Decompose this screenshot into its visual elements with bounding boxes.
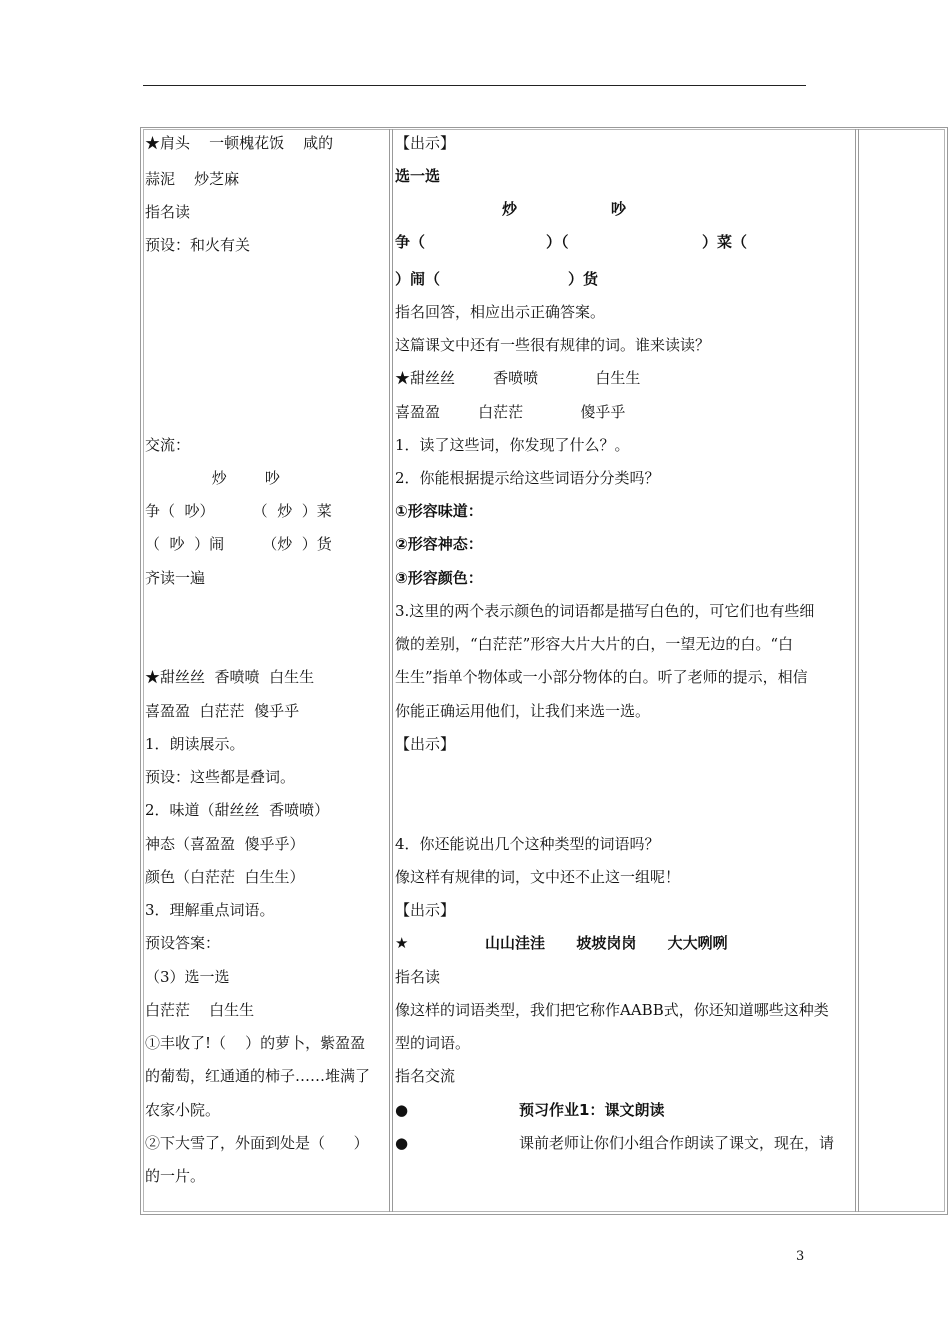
text-line: 吵 [611, 200, 627, 218]
bullet-icon: ● [395, 1101, 409, 1119]
text-line: 预设答案： [145, 934, 221, 952]
text-line: ③形容颜色： [395, 569, 483, 587]
column-divider [389, 129, 390, 1212]
text-line: 争（ 吵） （ 炒 ）菜 [145, 502, 332, 520]
text-line: 农家小院。 [145, 1101, 221, 1119]
text-line: 指名交流 [395, 1067, 456, 1085]
column-divider [855, 129, 856, 1212]
text-line: 3.这里的两个表示颜色的词语都是描写白色的，可它们也有些细 [395, 602, 815, 620]
text-line: 喜盈盈 白茫茫 傻乎乎 [395, 403, 626, 421]
text-line: 指名读 [395, 968, 441, 986]
text-line: 的一片。 [145, 1167, 206, 1185]
text-line: 蒜泥 炒芝麻 [145, 170, 240, 188]
text-line: 【出示】 [395, 134, 456, 152]
text-line: 指名回答，相应出示正确答案。 [395, 303, 606, 321]
text-line: 型的词语。 [395, 1034, 471, 1052]
text-line: ★甜丝丝 香喷喷 白生生 [395, 369, 641, 387]
text-line: ）菜（ [702, 233, 748, 251]
text-line: 像这样有规律的词，文中还不止这一组呢！ [395, 868, 681, 886]
text-line: 3．理解重点词语。 [145, 901, 275, 919]
text-line: 颜色（白茫茫 白生生） [145, 868, 305, 886]
text-line: ）闹（ [395, 270, 441, 288]
text-line: ★甜丝丝 香喷喷 白生生 [145, 668, 315, 686]
text-line: 【出示】 [395, 735, 456, 753]
text-line: 齐读一遍 [145, 569, 206, 587]
text-line: （ 吵 ）闹 （炒 ）货 [145, 535, 332, 553]
text-line: 生生”指单个物体或一小部分物体的白。听了老师的提示，相信 [395, 668, 808, 686]
text-line: 预习作业1：课文朗读 [519, 1101, 665, 1119]
text-line: ②下大雪了，外面到处是（ ） [145, 1134, 369, 1152]
text-line: 炒 吵 [145, 469, 280, 487]
text-line: ①丰收了!（ ）的萝卜，紫盈盈 [145, 1034, 366, 1052]
text-line: 山山洼洼 坡坡岗岗 大大咧咧 [485, 934, 728, 952]
text-line: 预设：和火有关 [145, 236, 251, 254]
text-line: 你能正确运用他们，让我们来选一选。 [395, 702, 651, 720]
text-line: 交流： [145, 436, 191, 454]
text-line: ）（ [546, 233, 569, 251]
text-line: 微的差别，“白茫茫”形容大片大片的白，一望无边的白。“白 [395, 635, 794, 653]
text-line: 1．朗读展示。 [145, 735, 245, 753]
text-line: 争（ [395, 233, 426, 251]
text-line: 炒 [502, 200, 518, 218]
text-line: 的葡萄，红通通的柿子……堆满了 [145, 1067, 371, 1085]
text-line: ）货 [568, 270, 599, 288]
text-line: 2．味道（甜丝丝 香喷喷） [145, 801, 330, 819]
text-line: 4．你还能说出几个这种类型的词语吗？ [395, 835, 660, 853]
text-line: 2．你能根据提示给这些词语分分类吗？ [395, 469, 660, 487]
text-line: ★肩头 一顿槐花饭 咸的 [145, 134, 334, 152]
bullet-icon: ● [395, 1134, 409, 1152]
page-number: 3 [796, 1249, 805, 1264]
text-line: 白茫茫 白生生 [145, 1001, 255, 1019]
text-line: 喜盈盈 白茫茫 傻乎乎 [145, 702, 300, 720]
text-line: 这篇课文中还有一些很有规律的词。谁来读读？ [395, 336, 711, 354]
text-line: （3）选一选 [145, 968, 230, 986]
text-line: 指名读 [145, 203, 191, 221]
text-line: 像这样的词语类型，我们把它称作AABB式，你还知道哪些这种类 [395, 1001, 829, 1019]
text-line: ①形容味道： [395, 502, 483, 520]
text-line: 1．读了这些词，你发现了什么？。 [395, 436, 630, 454]
text-line: ★ [395, 934, 409, 952]
text-line: 课前老师让你们小组合作朗读了课文，现在，请 [519, 1134, 835, 1152]
text-line: 预设：这些都是叠词。 [145, 768, 296, 786]
text-line: 选一选 [395, 167, 441, 185]
text-line: 神态（喜盈盈 傻乎乎） [145, 835, 305, 853]
header-rule [143, 85, 806, 86]
text-line: 【出示】 [395, 901, 456, 919]
text-line: ②形容神态： [395, 535, 483, 553]
column-divider [392, 129, 393, 1212]
column-divider [858, 129, 859, 1212]
